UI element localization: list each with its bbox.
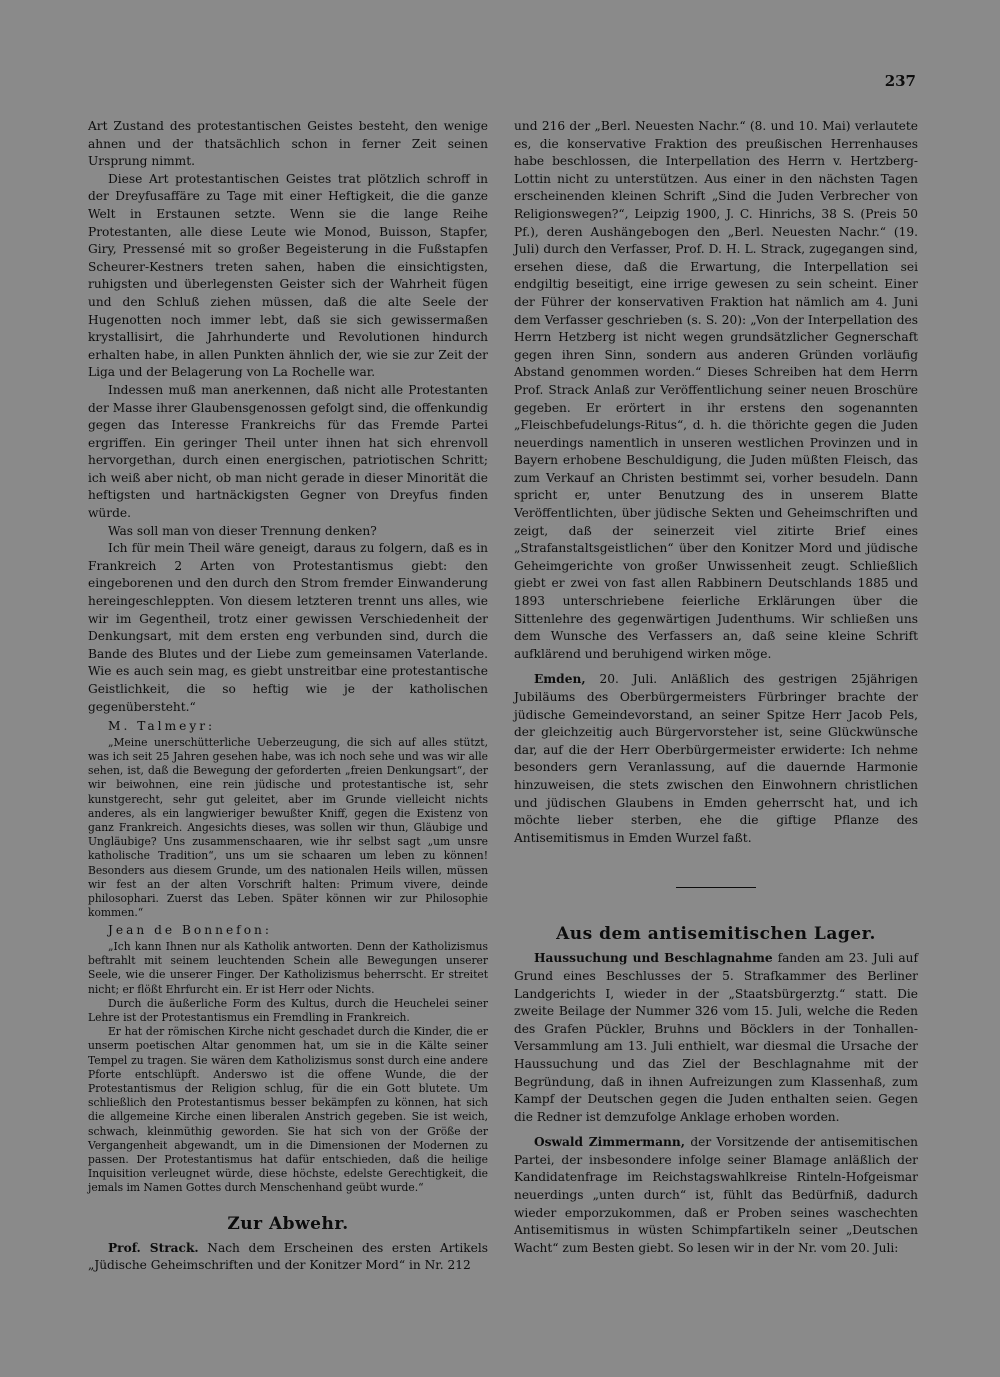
section-title: Zur Abwehr. bbox=[227, 1213, 349, 1234]
article-lead: Oswald Zimmermann, bbox=[534, 1135, 685, 1150]
quote-paragraph: Er hat der römischen Kirche nicht geschadet durch die Kinder, die er unserm poetischen Altar genommen hat, um sie in die Kälte seiner Tempel zu tragen. Sie wären dem Katholizismus sonst durch eine andere Pforte entschlüpft. Anderswo ist die offene Wunde, die der Protestantismus der Religion schlug, für die ein Gott blutete. Um schließlich den Protestantismus besser bekämpfen zu können, hat sich die allgemeine Kirche einen liberalen Anstrich gegeben. Sie ist weich, schwach, kleinmüthig geworden. Sie hat sich von der Größe der Vergangenheit abgewandt, um in die Dimensionen der Modernen zu passen. Der Protestantismus hat dafür entschieden, daß die heilige Inquisition verleugnet würde, diese höchste, edelste Gerechtigkeit, die jemals im Namen Gottes durch Menschenhand geübt wurde.“ bbox=[88, 1025, 488, 1195]
paragraph: Was soll man von dieser Trennung denken? bbox=[108, 523, 377, 538]
article-lead: Emden, bbox=[534, 672, 586, 687]
article-lead: Prof. Strack. bbox=[108, 1240, 199, 1255]
paragraph bbox=[514, 1134, 918, 1257]
paragraph: Ich für mein Theil wäre geneigt, daraus zu folgern, daß es in Frankreich 2 Arten von Protestantismus giebt: den eingeborenen und den durch den Strom fremder Einwanderung hereingeschleppten. Von diesem letzteren trennt uns alles, wie wir im Gegentheil, trotz einer gewissen Verschiedenheit der Denkungsart, mit dem ersten eng verbunden sind, durch die Bande des Blutes und der Liebe zum gemeinsamen Vaterlande. Wie es auch sein mag, es giebt unstreitbar eine protestantische Geistlichkeit, die so heftig wie je der katholischen gegenübersteht.“ bbox=[88, 541, 488, 714]
paragraph bbox=[514, 950, 918, 1126]
article-text: 20. Juli. Anläßlich des gestrigen 25jährigen Jubiläums des Oberbürgermeisters Fürbringer brachte der jüdische Gemeindevorstand, an seiner Spitze Herr Jacob Pels, der gleichzeitig auch Bürgervorsteher ist, seine Glückwünsche dar, auf die der Herr Oberbürgermeister erwiderte: Ich nehme besonders gern Veranlassung, auf die dauernde Harmonie hinzuweisen, die stets zwischen den Einwohnern christlichen und jüdischen Glaubens in Emden geherrscht hat, und ich möchte lieber sterben, ehe die giftige Pflanze des Antisemitismus in Emden Wurzel faßt. bbox=[514, 672, 918, 845]
divider bbox=[676, 887, 756, 888]
speaker-name: Jean de Bonnefon: bbox=[108, 923, 272, 938]
speaker-name: M. Talmeyr: bbox=[108, 719, 216, 734]
quote-paragraph: Durch die äußerliche Form des Kultus, durch die Heuchelei seiner Lehre ist der Protestantismus ein Fremdling in Frankreich. bbox=[88, 996, 488, 1025]
paragraph: Indessen muß man anerkennen, daß nicht alle Protestanten der Masse ihrer Glaubensgenossen gefolgt sind, die offenkundig gegen das Interesse Frankreichs für das Fremde Partei ergriffen. Ein geringer Theil unter ihnen hat sich ehrenvoll hervorgethan, durch einen energischen, patriotischen Schritt; ich weiß aber nicht, ob man nicht gerade in dieser Minorität die heftigsten und hartnäckigsten Gegner von Dreyfus finden würde. bbox=[88, 382, 488, 521]
quote-paragraph: „Meine unerschütterliche Ueberzeugung, die sich auf alles stützt, was ich seit 25 Jahren gesehen habe, was ich noch sehe und was wir alle sehen, ist, daß die Bewegung der geforderten „freien Denkungsart“, der wir beiwohnen, eine rein jüdische und protestantische ist, sehr kunstgerecht, sehr gut geleitet, aber im Grunde vielleicht nichts anderes, als ein langwieriger bewußter Kniff, gegen die Existenz von ganz Frankreich. Angesichts dieses, was sollen wir thun, Gläubige und Ungläubige? Uns zusammenschaaren, wie ihr selbst sagt „um unsre katholische Tradition“, uns um sie schaaren um leben zu können! Besonders aus diesem Grunde, um des nationalen Heils willen, müssen wir fest an der alten Vorschrift halten: Primum vivere, deinde philosophari. Zuerst das Leben. Später können wir zur Philosophie kommen.“ bbox=[88, 735, 488, 920]
right-column bbox=[514, 118, 918, 1257]
paragraph bbox=[514, 671, 918, 847]
paragraph: Diese Art protestantischen Geistes trat plötzlich schroff in der Dreyfusaffäre zu Tage mit einer Heftigkeit, die die ganze Welt in Erstaunen setzte. Wenn sie die lange Reihe Protestanten, alle diese Leute wie Monod, Buisson, Stapfer, Giry, Pressensé mit so großer Begeisterung in die Fußstapfen Scheurer-Kestners treten sahen, haben die einsichtigsten, ruhigsten und überlegensten Geister sich der Wahrheit fügen und den Schluß ziehen müssen, daß die alte Seele der Hugenotten noch immer lebt, daß sie sich gewissermaßen krystallisirt, die Jahrhunderte und Revolutionen hindurch erhalten habe, in allen Punkten ähnlich der, wie sie zur Zeit der Liga und der Belagerung von La Rochelle war. bbox=[88, 171, 488, 380]
page-number: 237 bbox=[884, 72, 916, 90]
article-text: Nach dem Erscheinen des ersten Artikels „Jüdische Geheimschriften und der Konitzer Mord“ in Nr. 212 bbox=[88, 1240, 488, 1273]
paragraph: und 216 der „Berl. Neuesten Nachr.“ (8. und 10. Mai) verlautete es, die konservative Fraktion des preußischen Herrenhauses habe beschlossen, die Interpellation des Herrn v. Hertzberg-Lottin nicht zu unterstützen. Aus einer in den nächsten Tagen erscheinenden kleinen Schrift „Sind die Juden Verbrecher von Religionswegen?“, Leipzig 1900, J. C. Hinrichs, 38 S. (Preis 50 Pf.), deren Aushängebogen den „Berl. Neuesten Nachr.“ (19. Juli) durch den Verfasser, Prof. D. H. L. Strack, zugegangen sind, ersehen diese, daß die Erwartung, die Interpellation sei endgiltig beseitigt, eine irrige gewesen zu sein scheint. Einer der Führer der konservativen Fraktion hat nämlich am 4. Juni dem Verfasser geschrieben (s. S. 20): „Von der Interpellation des Herrn Hetzberg ist nicht wegen grundsätzlicher Gegnerschaft gegen ihren Sinn, sondern aus anderen Gründen vorläufig Abstand genommen worden.“ Dieses Schreiben hat dem Herrn Prof. Strack Anlaß zur Veröffentlichung seiner neuen Broschüre gegeben. Er erörtert in ihr erstens den sogenannten „Fleischbefudelungs-Ritus“, d. h. die thörichte gegen die Juden neuerdings namentlich in unseren westlichen Provinzen und in Bayern erhobene Beschuldigung, die Juden müßten Fleisch, das zum Verkauf an Christen bestimmt sei, vorher besudeln. Dann spricht er, unter Benutzung des in unserem Blatte Veröffentlichten, über jüdische Sekten und Geheimschriften und zeigt, daß der seinerzeit viel zitirte Brief eines „Strafanstaltsgeistlichen“ über den Konitzer Mord und jüdische Geheimgerichte von großer Unwissenheit zeugt. Schließlich giebt er zwei von fast allen Rabbinern Deutschlands 1885 und 1893 unterschriebene feierliche Erklärungen über die Sittenlehre des gegenwärtigen Judenthums. Wir schließen uns dem Wunsche des Verfassers an, daß seine kleine Schrift aufklärend und beruhigend wirken möge. bbox=[514, 119, 918, 661]
paragraph: Art Zustand des protestantischen Geistes besteht, den wenige ahnen und der thatsächlich schon in ferner Zeit seinen Ursprung nimmt. bbox=[88, 119, 488, 169]
left-column bbox=[88, 118, 488, 1275]
section-title: Aus dem antisemitischen Lager. bbox=[556, 924, 876, 945]
quote-paragraph: „Ich kann Ihnen nur als Katholik antworten. Denn der Katholizismus beftrahlt mit seinem leuchtenden Schein alle Bewegungen unserer Seele, wie die unserer Finger. Der Katholizismus beherrscht. Er streitet nicht; er flößt Ehrfurcht ein. Er ist Herr oder Nichts. bbox=[88, 940, 488, 996]
paragraph bbox=[88, 1240, 488, 1275]
article-text: fanden am 23. Juli auf Grund eines Beschlusses der 5. Strafkammer des Berliner Landgerichts I, wieder in der „Staatsbürgerztg.“ statt. Die zweite Beilage der Nummer 326 vom 15. Juli, welche die Reden des Grafen Pückler, Bruhns und Böcklers in der Tonhallen-Versammlung am 13. Juli enthielt, war diesmal die Ursache der Haussuchung und das Ziel der Beschlagnahme mit der Begründung, daß in ihnen Aufreizungen zum Klassenhaß, zum Kampf der Deutschen gegen die Juden enthalten seien. Gegen die Redner ist demzufolge Anklage erhoben worden. bbox=[514, 951, 918, 1124]
article-text: der Vorsitzende der antisemitischen Partei, der insbesondere infolge seiner Blamage anläßlich der Kandidatenfrage im Reichstagswahlkreise Rinteln-Hofgeismar neuerdings „unten durch“ ist, fühlt das Bedürfniß, dadurch wieder emporzukommen, daß er Proben seines waschechten Antisemitismus in wüsten Schimpfartikeln seiner „Deutschen Wacht“ zum Besten giebt. So lesen wir in der Nr. vom 20. Juli: bbox=[514, 1135, 919, 1255]
article-lead: Haussuchung und Beschlagnahme bbox=[534, 951, 773, 966]
